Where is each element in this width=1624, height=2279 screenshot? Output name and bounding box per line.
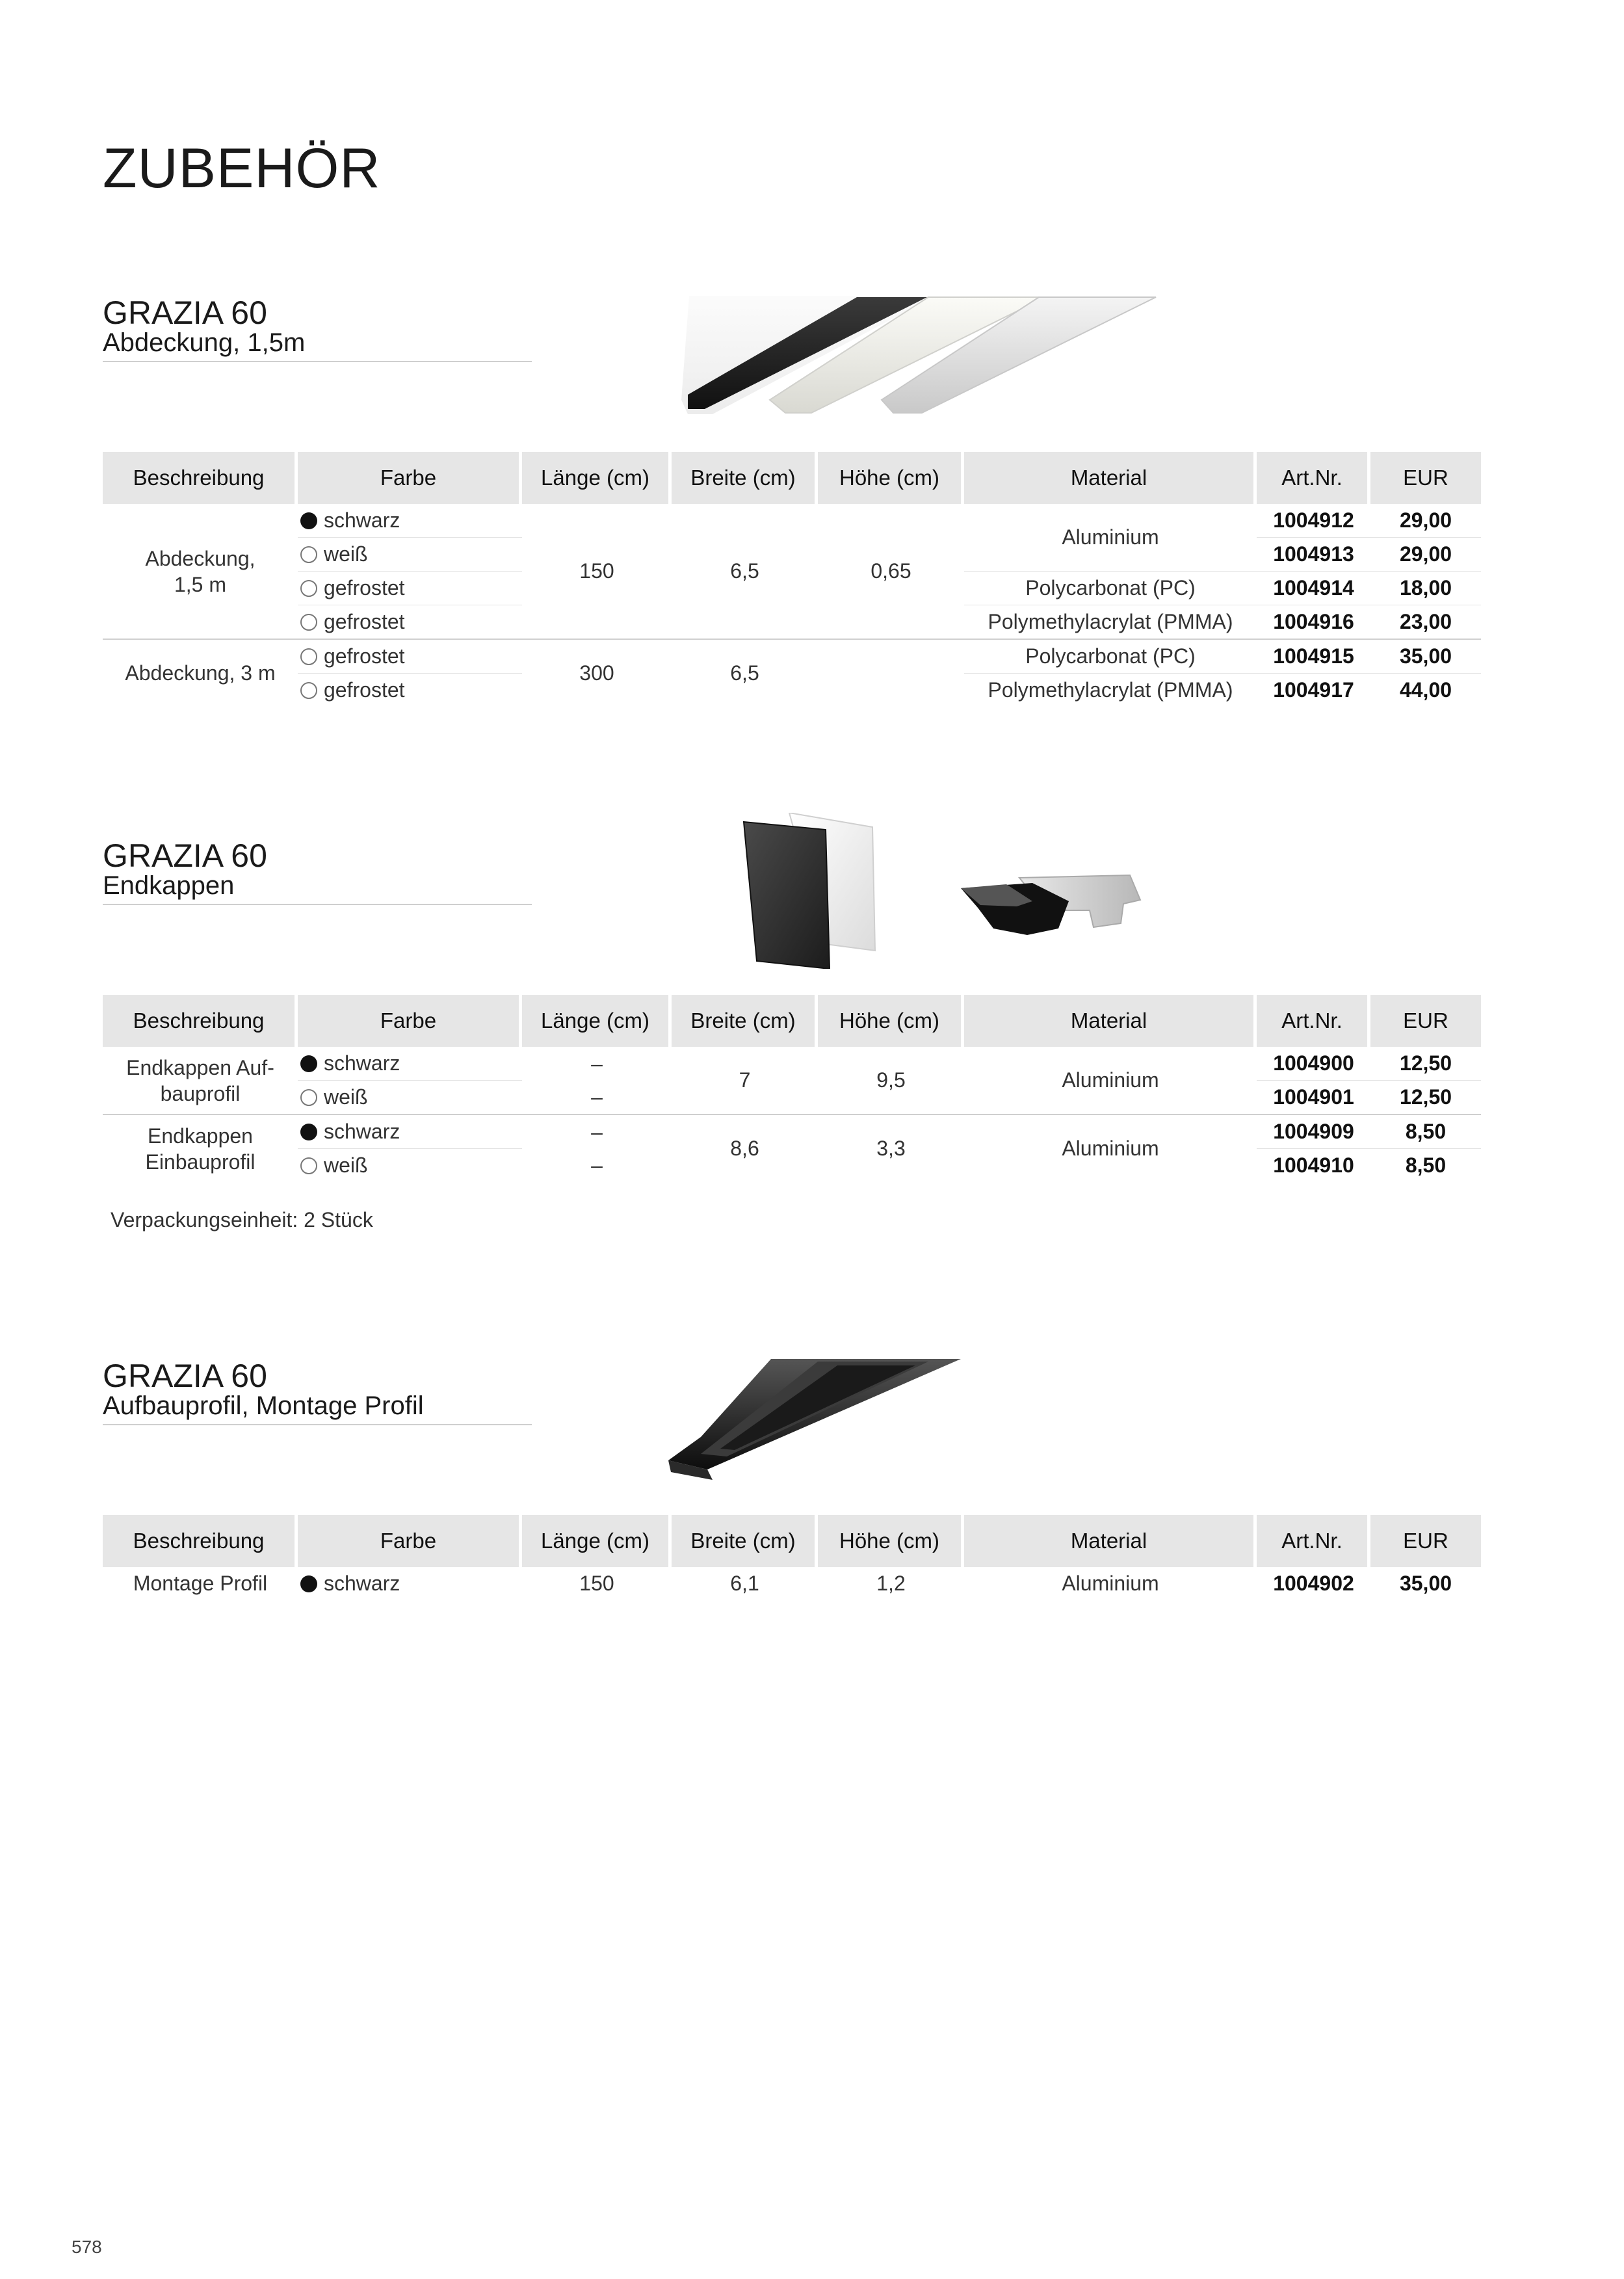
row-hoehe [818,639,964,707]
page-title: ZUBEHÖR [103,137,381,200]
header-hoehe: Höhe (cm) [818,452,964,504]
row-price: 35,00 [1370,639,1481,674]
row-price: 8,50 [1370,1114,1481,1149]
row-color [298,1114,522,1149]
color-label: schwarz [324,1120,400,1143]
table-row [103,1567,1481,1600]
black-dot-icon [300,1124,317,1140]
row-price: 29,00 [1370,538,1481,572]
table-row [103,1114,1481,1149]
header-beschreibung: Beschreibung [103,1515,298,1567]
color-label: weiß [324,542,368,566]
row-laenge: – [591,1153,603,1177]
row-hoehe: 9,5 [876,1068,906,1092]
color-label: gefrostet [324,576,405,599]
table-header-row [103,995,1481,1047]
section-heading [103,1359,532,1425]
black-dot-icon [300,512,317,529]
white-dot-icon [300,546,317,563]
row-color [298,1567,522,1600]
row-color [298,674,522,707]
row-material: Aluminium [1062,1068,1159,1092]
section-heading [103,839,532,905]
color-label: schwarz [324,1051,400,1075]
black-dot-icon [300,1575,317,1592]
row-color [298,1149,522,1182]
row-laenge: 150 [579,559,614,583]
table-row [103,504,1481,538]
row-artnr: 1004913 [1257,538,1370,572]
row-material: Aluminium [1062,1572,1159,1595]
white-dot-icon [300,614,317,631]
row-price: 23,00 [1399,610,1452,633]
header-beschreibung: Beschreibung [103,995,298,1047]
row-laenge: – [522,1114,672,1149]
row-breite: 6,1 [730,1572,759,1595]
row-price: 29,00 [1370,504,1481,538]
section-subtitle: Aufbauprofil, Montage Profil [103,1391,424,1420]
header-artnr: Art.Nr. [1257,1515,1370,1567]
section-subtitle: Abdeckung, 1,5m [103,328,306,357]
white-dot-icon [300,1089,317,1106]
white-dot-icon [300,580,317,597]
row-hoehe: 0,65 [871,559,911,583]
section-name: GRAZIA 60 [103,1358,267,1394]
white-dot-icon [300,648,317,665]
header-laenge: Länge (cm) [522,452,672,504]
row-laenge: 300 [522,639,672,707]
row-artnr: 1004915 [1257,639,1370,674]
row-price: 8,50 [1405,1153,1447,1177]
header-hoehe: Höhe (cm) [818,995,964,1047]
row-price: 18,00 [1370,572,1481,605]
row-color [298,639,522,674]
spec-table-montage-profil [103,1515,1481,1600]
black-dot-icon [300,1055,317,1072]
abdeckung-product-image [577,296,1162,419]
white-dot-icon [300,682,317,699]
page-number: 578 [72,2237,102,2257]
row-artnr: 1004916 [1273,610,1354,633]
color-label: schwarz [324,508,400,532]
header-breite: Breite (cm) [672,452,818,504]
row-artnr: 1004901 [1273,1085,1354,1109]
row-material: Aluminium [964,504,1257,572]
row-artnr: 1004917 [1273,678,1354,702]
row-price: 12,50 [1399,1085,1452,1109]
color-label: weiß [324,1085,368,1109]
row-breite: 6,5 [672,639,818,707]
color-label: gefrostet [324,610,405,633]
row-laenge: 150 [579,1572,614,1595]
header-farbe: Farbe [298,452,522,504]
row-description: Endkappen Einbauprofil [103,1114,298,1182]
row-color [298,1081,522,1114]
table-row [103,639,1481,674]
row-description: Abdeckung, 1,5 m [145,546,255,596]
white-dot-icon [300,1157,317,1174]
row-description: Montage Profil [133,1572,268,1595]
header-farbe: Farbe [298,1515,522,1567]
row-breite: 6,5 [730,559,759,583]
row-artnr: 1004912 [1257,504,1370,538]
endkappen-product-image [629,813,1162,969]
section-heading [103,296,532,362]
header-eur: EUR [1370,452,1481,504]
row-material: Polymethylacrylat (PMMA) [988,610,1233,633]
table-header-row [103,452,1481,504]
header-eur: EUR [1370,1515,1481,1567]
row-description: Abdeckung, 3 m [103,639,298,707]
packaging-note: Verpackungseinheit: 2 Stück [111,1208,373,1232]
row-laenge: – [591,1085,603,1109]
section-subtitle: Endkappen [103,871,235,900]
header-artnr: Art.Nr. [1257,995,1370,1047]
color-label: weiß [324,1153,368,1177]
row-material: Polycarbonat (PC) [964,639,1257,674]
row-material: Polycarbonat (PC) [964,572,1257,605]
row-material: Polymethylacrylat (PMMA) [988,678,1233,702]
row-price: 12,50 [1370,1047,1481,1081]
header-breite: Breite (cm) [672,995,818,1047]
spec-table-endkappen [103,995,1481,1182]
header-laenge: Länge (cm) [522,995,672,1047]
row-description: Endkappen Auf- bauprofil [126,1055,274,1105]
row-artnr: 1004909 [1257,1114,1370,1149]
color-label: gefrostet [324,678,405,702]
row-color [298,538,522,572]
row-artnr: 1004910 [1273,1153,1354,1177]
row-hoehe: 3,3 [818,1114,964,1182]
row-price: 35,00 [1399,1572,1452,1595]
row-artnr: 1004914 [1257,572,1370,605]
row-laenge: – [591,1051,603,1075]
table-header-row [103,1515,1481,1567]
row-price: 44,00 [1399,678,1452,702]
header-material: Material [964,995,1257,1047]
header-material: Material [964,452,1257,504]
row-color [298,504,522,538]
header-eur: EUR [1370,995,1481,1047]
row-artnr: 1004900 [1257,1047,1370,1081]
row-color [298,1047,522,1081]
row-color [298,605,522,639]
row-breite: 7 [739,1068,751,1092]
row-breite: 8,6 [672,1114,818,1182]
row-hoehe: 1,2 [876,1572,906,1595]
header-breite: Breite (cm) [672,1515,818,1567]
spec-table-abdeckung [103,452,1481,707]
row-material: Aluminium [964,1114,1257,1182]
section-name: GRAZIA 60 [103,837,267,874]
header-material: Material [964,1515,1257,1567]
header-artnr: Art.Nr. [1257,452,1370,504]
header-hoehe: Höhe (cm) [818,1515,964,1567]
table-row [103,1047,1481,1081]
row-color [298,572,522,605]
row-artnr: 1004902 [1273,1572,1354,1595]
header-beschreibung: Beschreibung [103,452,298,504]
montage-profil-product-image [623,1359,974,1482]
color-label: schwarz [324,1572,400,1595]
header-farbe: Farbe [298,995,522,1047]
header-laenge: Länge (cm) [522,1515,672,1567]
section-name: GRAZIA 60 [103,295,267,331]
color-label: gefrostet [324,644,405,668]
